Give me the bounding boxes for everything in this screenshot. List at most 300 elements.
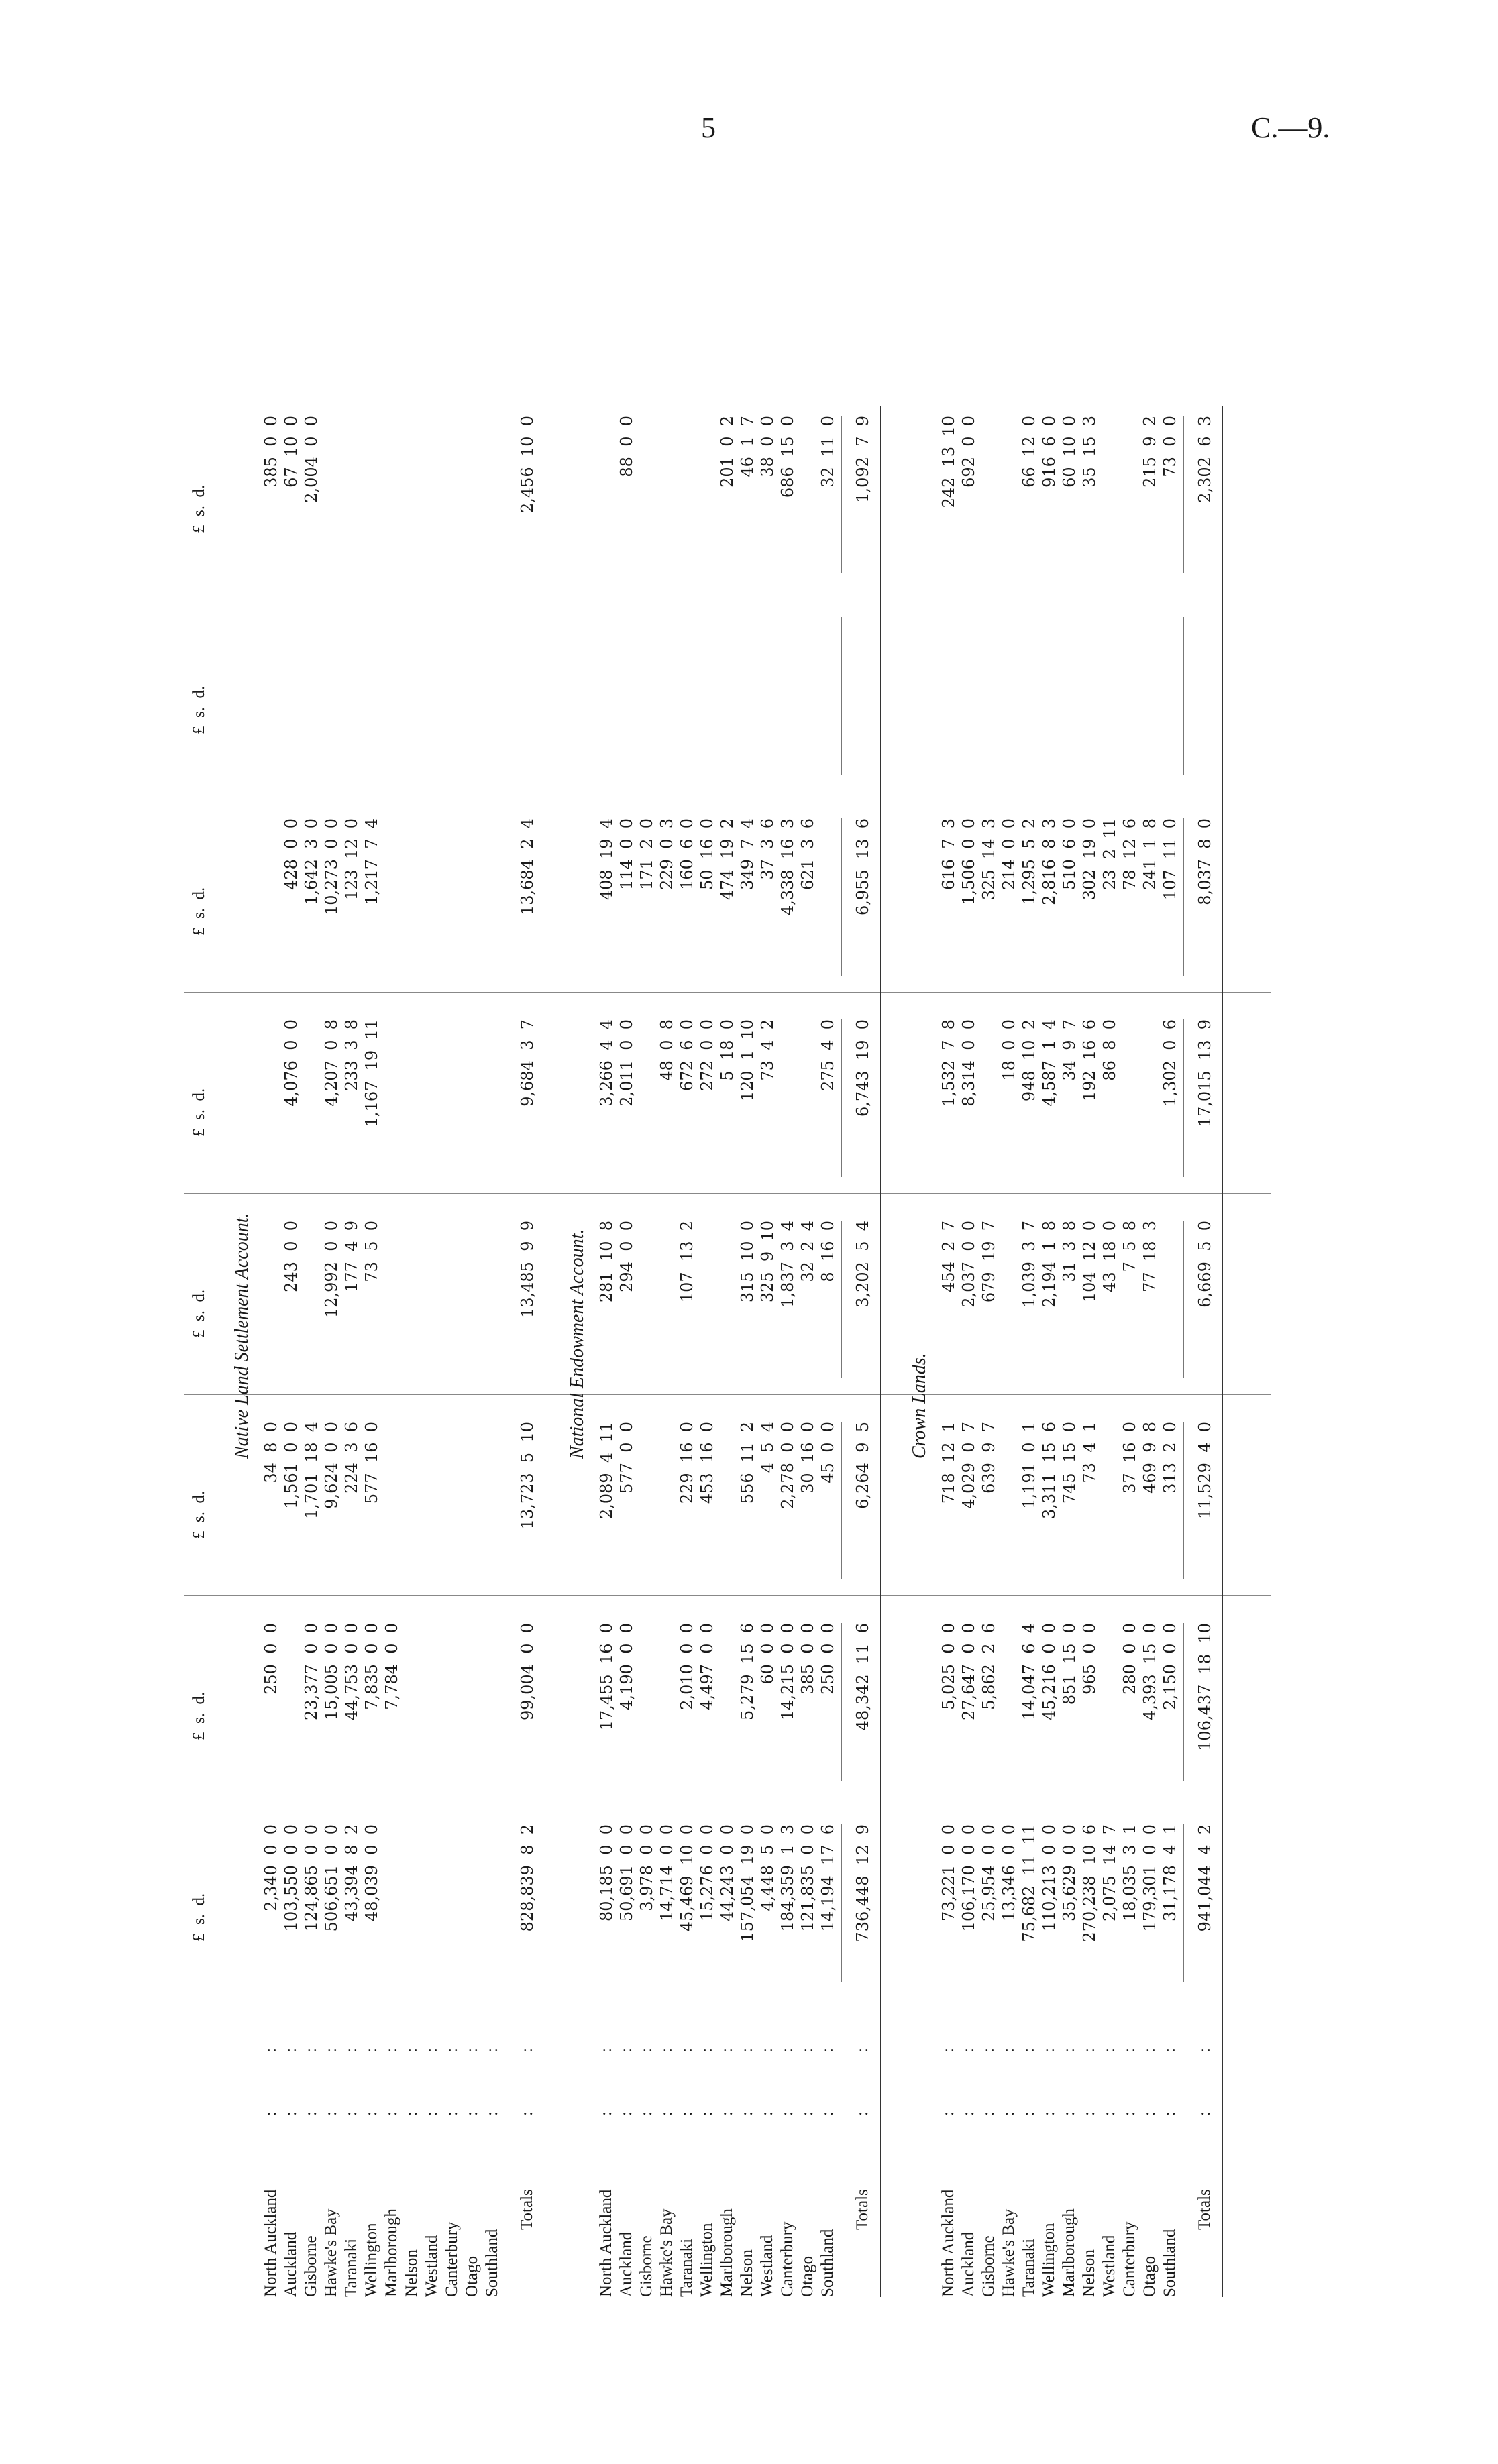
sum-rule [841,818,842,976]
amount-cell: 2,089 4 11 [597,1422,616,1520]
amount-cell: 1,642 3 0 [302,818,321,905]
amount-cell: 179,301 0 0 [1140,1824,1159,1932]
amount-cell: 2,194 1 8 [1040,1221,1059,1308]
amount-cell: 32 11 0 [818,416,837,488]
amount-cell: 106,437 18 10 [1195,1623,1214,1751]
amount-cell: 177 4 9 [342,1221,361,1292]
table-row [463,151,483,2297]
amount-cell: 18 0 0 [1000,1019,1018,1081]
amount-cell: 736,448 12 9 [853,1824,872,1942]
amount-cell: 45,469 10 0 [678,1824,696,1932]
sum-rule [841,1824,842,1982]
amount-cell: 4 5 4 [758,1422,777,1473]
amount-cell: 828,839 8 2 [518,1824,537,1932]
leader-dots: : [597,2110,615,2116]
district-name: Nelson [1080,2249,1098,2297]
amount-cell: 692 0 0 [959,416,978,488]
amount-cell: 7,784 0 0 [382,1623,401,1710]
amount-cell: 302 19 0 [1080,818,1099,901]
district-name: Westland [1100,2235,1118,2297]
leader-dots: : [322,2110,340,2116]
leader-dots: : [423,2046,441,2052]
amount-cell: 510 6 0 [1060,818,1079,890]
amount-cell: 2,340 0 0 [262,1824,280,1911]
amount-cell: 408 19 4 [597,818,616,901]
leader-dots: : [1161,2110,1179,2116]
table-row [483,151,503,2297]
amount-cell: 281 10 8 [597,1221,616,1303]
amount-cell: 14,047 6 4 [1020,1623,1038,1721]
amount-cell: 2,150 0 0 [1161,1623,1179,1710]
table-row [698,151,718,2297]
amount-cell: 35 15 3 [1080,416,1099,488]
amount-cell: 916 6 0 [1040,416,1059,488]
amount-cell: 242 13 10 [939,416,958,508]
district-name: Gisborne [637,2235,655,2297]
sum-rule [841,1623,842,1781]
amount-cell: 941,044 4 2 [1195,1824,1214,1932]
district-name: Otago [463,2255,481,2297]
leader-dots: : [1120,2110,1138,2116]
table-row [302,151,322,2297]
table-row [718,151,738,2297]
amount-cell: 6,669 5 0 [1195,1221,1214,1308]
table-row [979,151,1000,2297]
amount-cell: 1,837 3 4 [778,1221,797,1308]
leader-dots: : [342,2110,360,2116]
district-name: Auckland [617,2231,635,2297]
amount-cell: 4,076 0 0 [282,1019,301,1107]
amount-cell: 31 3 8 [1060,1221,1079,1282]
leader-dots: : [1100,2110,1118,2116]
amount-cell: 27,647 0 0 [959,1623,978,1721]
amount-cell: 4,207 0 8 [322,1019,341,1107]
leader-dots: : [443,2110,461,2116]
leader-dots: : [979,2110,998,2116]
table-row [1000,151,1020,2297]
leader-dots: : [778,2046,796,2052]
amount-cell: 948 10 2 [1020,1019,1038,1102]
leader-dots: : [1020,2046,1038,2052]
amount-cell: 1,191 0 1 [1020,1422,1038,1509]
amount-cell: 9,624 0 0 [322,1422,341,1509]
leader-dots: : [518,2110,536,2116]
amount-cell: 9,684 3 7 [518,1019,537,1107]
column-heading: £ s. d. [190,1289,208,1338]
leader-dots: : [403,2110,421,2116]
amount-cell: 15,005 0 0 [322,1623,341,1721]
section-title: Crown Lands. [909,1353,930,1459]
leader-dots: : [483,2110,501,2116]
amount-cell: 270,238 10 6 [1080,1824,1099,1942]
amount-cell: 679 19 7 [979,1221,998,1303]
document-reference: C.—9. [1251,111,1330,144]
amount-cell: 18,035 3 1 [1120,1824,1139,1922]
amount-cell: 250 0 0 [262,1623,280,1695]
totals-label: Totals [853,2189,871,2230]
leader-dots: : [483,2046,501,2052]
leader-dots: : [939,2046,957,2052]
leader-dots: : [979,2046,998,2052]
leader-dots: : [617,2046,635,2052]
amount-cell: 73 4 2 [758,1019,777,1081]
amount-cell: 7 5 8 [1120,1221,1139,1272]
leader-dots: : [1140,2046,1159,2052]
leader-dots: : [282,2110,300,2116]
leader-dots: : [657,2110,676,2116]
district-name: Otago [798,2255,816,2297]
amount-cell: 474 19 2 [718,818,737,901]
amount-cell: 31,178 4 1 [1161,1824,1179,1922]
district-name: Auckland [282,2231,300,2297]
section-title: Native Land Settlement Account. [231,1213,252,1459]
leader-dots: : [423,2110,441,2116]
amount-cell: 349 7 4 [738,818,757,890]
table-row [282,151,302,2297]
leader-dots: : [778,2110,796,2116]
leader-dots: : [302,2046,320,2052]
leader-dots: : [1020,2110,1038,2116]
leader-dots: : [382,2046,400,2052]
leader-dots: : [698,2046,716,2052]
amount-cell: 201 0 2 [718,416,737,488]
leader-dots: : [362,2110,380,2116]
amount-cell: 48,342 11 6 [853,1623,872,1731]
leader-dots: : [302,2110,320,2116]
amount-cell: 45 0 0 [818,1422,837,1483]
amount-cell: 12,992 0 0 [322,1221,341,1319]
amount-cell: 66 12 0 [1020,416,1038,488]
amount-cell: 73,221 0 0 [939,1824,958,1922]
district-name: Marlborough [718,2208,736,2297]
leader-dots: : [853,2046,871,2052]
amount-cell: 107 11 0 [1161,818,1179,901]
leader-dots: : [959,2110,977,2116]
amount-cell: 23,377 0 0 [302,1623,321,1721]
amount-cell: 75,682 11 11 [1020,1824,1038,1942]
sum-rule [1183,1824,1184,1982]
sum-rule [1183,1019,1184,1177]
leader-dots: : [1040,2110,1058,2116]
section-title: National Endowment Account. [567,1229,588,1459]
table-row [403,151,423,2297]
table-row [597,151,617,2297]
district-name: Wellington [1040,2223,1058,2297]
district-name: Southland [1161,2229,1179,2297]
amount-cell: 114 0 0 [617,818,636,890]
amount-cell: 5,025 0 0 [939,1623,958,1710]
leader-dots: : [1100,2046,1118,2052]
table-row [818,151,839,2297]
sum-rule [1183,1221,1184,1378]
leader-dots: : [1000,2110,1018,2116]
district-name: Gisborne [302,2235,320,2297]
amount-cell: 60 0 0 [758,1623,777,1685]
leader-dots: : [853,2110,871,2116]
amount-cell: 4,393 15 0 [1140,1623,1159,1721]
amount-cell: 78 12 6 [1120,818,1139,890]
amount-cell: 2,278 0 0 [778,1422,797,1509]
leader-dots: : [1140,2110,1159,2116]
table-row [382,151,403,2297]
amount-cell: 121,835 0 0 [798,1824,817,1932]
amount-cell: 14,714 0 0 [657,1824,676,1922]
amount-cell: 577 16 0 [362,1422,381,1504]
section-rule [1222,406,1223,2297]
leader-dots: : [1040,2046,1058,2052]
amount-cell: 5,279 15 6 [738,1623,757,1721]
amount-cell: 5 18 0 [718,1019,737,1081]
column-heading: £ s. d. [190,1893,208,1942]
amount-cell: 1,302 0 6 [1161,1019,1179,1107]
amount-cell: 3,311 15 6 [1040,1422,1059,1520]
amount-cell: 385 0 0 [262,416,280,488]
table-row [758,151,778,2297]
leader-dots: : [463,2110,481,2116]
amount-cell: 275 4 0 [818,1019,837,1091]
totals-label: Totals [1195,2189,1214,2230]
amount-cell: 1,506 0 0 [959,818,978,905]
district-name: Hawke's Bay [657,2208,676,2297]
amount-cell: 171 2 0 [637,818,656,890]
leader-dots: : [518,2046,536,2052]
sum-rule [1183,818,1184,976]
amount-cell: 325 14 3 [979,818,998,901]
amount-cell: 250 0 0 [818,1623,837,1695]
sum-rule [841,1221,842,1378]
amount-cell: 577 0 0 [617,1422,636,1494]
amount-cell: 1,167 19 11 [362,1019,381,1127]
leader-dots: : [637,2046,655,2052]
totals-label: Totals [518,2189,536,2230]
district-name: Southland [818,2229,837,2297]
column-heading: £ s. d. [190,887,208,936]
amount-cell: 48 0 8 [657,1019,676,1081]
amount-cell: 17,455 16 0 [597,1623,616,1731]
table-row [262,151,282,2297]
amount-cell: 1,039 3 7 [1020,1221,1038,1308]
amount-cell: 6,955 13 6 [853,818,872,916]
amount-cell: 2,010 0 0 [678,1623,696,1710]
amount-cell: 37 3 6 [758,818,777,880]
table-row [798,151,818,2297]
amount-cell: 73 5 0 [362,1221,381,1282]
leader-dots: : [738,2110,756,2116]
district-name: Westland [758,2235,776,2297]
leader-dots: : [322,2046,340,2052]
amount-cell: 2,302 6 3 [1195,416,1214,503]
amount-cell: 44,753 0 0 [342,1623,361,1721]
amount-cell: 272 0 0 [698,1019,716,1091]
amount-cell: 313 2 0 [1161,1422,1179,1494]
leader-dots: : [678,2110,696,2116]
amount-cell: 3,266 4 4 [597,1019,616,1107]
column-headings [184,151,211,2297]
amount-cell: 107 13 2 [678,1221,696,1303]
table-row [637,151,657,2297]
leader-dots: : [818,2046,837,2052]
amount-cell: 4,338 16 3 [778,818,797,916]
district-name: Nelson [738,2249,756,2297]
leader-dots: : [262,2046,280,2052]
table-row [322,151,342,2297]
sum-rule [1183,1623,1184,1781]
amount-cell: 15,276 0 0 [698,1824,716,1922]
amount-cell: 37 16 0 [1120,1422,1139,1494]
amount-cell: 718 12 1 [939,1422,958,1504]
leader-dots: : [758,2110,776,2116]
sum-rule [1183,1422,1184,1579]
district-name: North Auckland [597,2189,615,2297]
amount-cell: 14,215 0 0 [778,1623,797,1721]
amount-cell: 77 18 3 [1140,1221,1159,1292]
amount-cell: 469 9 8 [1140,1422,1159,1494]
table-row [1161,151,1181,2297]
leader-dots: : [798,2110,816,2116]
amount-cell: 6,264 9 5 [853,1422,872,1509]
amount-cell: 453 16 0 [698,1422,716,1504]
district-name: Canterbury [778,2221,796,2297]
district-name: North Auckland [939,2189,957,2297]
amount-cell: 454 2 7 [939,1221,958,1292]
column-heading: £ s. d. [190,484,208,533]
table-row [423,151,443,2297]
totals-row [1195,151,1216,2297]
amount-cell: 23 2 11 [1100,818,1119,890]
leader-dots: : [362,2046,380,2052]
totals-row [853,151,873,2297]
column-heading: £ s. d. [190,1691,208,1740]
leader-dots: : [617,2110,635,2116]
amount-cell: 38 0 0 [758,416,777,478]
table-row [617,151,637,2297]
leader-dots: : [1195,2110,1214,2116]
district-name: Otago [1140,2255,1159,2297]
amount-cell: 103,550 0 0 [282,1824,301,1932]
amount-cell: 851 15 0 [1060,1623,1079,1705]
table-row [959,151,979,2297]
amount-cell: 25,954 0 0 [979,1824,998,1922]
amount-cell: 80,185 0 0 [597,1824,616,1922]
amount-cell: 34 8 0 [262,1422,280,1483]
district-name: North Auckland [262,2189,280,2297]
leader-dots: : [282,2046,300,2052]
amount-cell: 13,684 2 4 [518,818,537,916]
amount-cell: 1,217 7 4 [362,818,381,905]
table-row [939,151,959,2297]
amount-cell: 215 9 2 [1140,416,1159,488]
amount-cell: 8,037 8 0 [1195,818,1214,905]
sum-rule [1183,617,1184,775]
leader-dots: : [1161,2046,1179,2052]
amount-cell: 4,029 0 7 [959,1422,978,1509]
amount-cell: 229 0 3 [657,818,676,890]
table-row [1140,151,1161,2297]
district-name: Taranaki [342,2238,360,2297]
amount-cell: 214 0 0 [1000,818,1018,890]
amount-cell: 13,723 5 10 [518,1422,537,1530]
leader-dots: : [718,2046,736,2052]
amount-cell: 4,190 0 0 [617,1623,636,1710]
amount-cell: 43,394 8 2 [342,1824,361,1922]
amount-cell: 1,532 7 8 [939,1019,958,1107]
amount-cell: 73 4 1 [1080,1422,1099,1483]
amount-cell: 385 0 0 [798,1623,817,1695]
amount-cell: 965 0 0 [1080,1623,1099,1695]
district-name: Wellington [362,2223,380,2297]
amount-cell: 14,194 17 6 [818,1824,837,1932]
amount-cell: 325 9 10 [758,1221,777,1303]
leader-dots: : [818,2110,837,2116]
amount-cell: 35,629 0 0 [1060,1824,1079,1922]
amount-cell: 45,216 0 0 [1040,1623,1059,1721]
leader-dots: : [1195,2046,1214,2052]
leader-dots: : [758,2046,776,2052]
leader-dots: : [738,2046,756,2052]
amount-cell: 616 7 3 [939,818,958,890]
table-row [657,151,678,2297]
sum-rule [841,617,842,775]
sum-rule [841,416,842,573]
amount-cell: 506,651 0 0 [322,1824,341,1932]
amount-cell: 1,561 0 0 [282,1422,301,1509]
amount-cell: 44,243 0 0 [718,1824,737,1922]
table-row [778,151,798,2297]
amount-cell: 123 12 0 [342,818,361,901]
amount-cell: 1,295 5 2 [1020,818,1038,905]
table-row [1120,151,1140,2297]
table-row [678,151,698,2297]
amount-cell: 2,816 8 3 [1040,818,1059,905]
amount-cell: 88 0 0 [617,416,636,478]
table-row [443,151,463,2297]
amount-cell: 280 0 0 [1120,1623,1139,1695]
amount-cell: 60 10 0 [1060,416,1079,488]
leader-dots: : [939,2110,957,2116]
column-heading: £ s. d. [190,1490,208,1539]
amount-cell: 233 3 8 [342,1019,361,1091]
amount-cell: 4,587 1 4 [1040,1019,1059,1107]
district-name: Gisborne [979,2235,998,2297]
district-name: Nelson [403,2249,421,2297]
amount-cell: 104 12 0 [1080,1221,1099,1303]
amount-cell: 686 15 0 [778,416,797,498]
sum-rule [1183,416,1184,573]
sum-rule [841,1422,842,1579]
amount-cell: 50,691 0 0 [617,1824,636,1922]
district-name: Marlborough [1060,2208,1078,2297]
leader-dots: : [698,2110,716,2116]
column-heading: £ s. d. [190,685,208,734]
table-row [1040,151,1060,2297]
district-name: Wellington [698,2223,716,2297]
table-row [1080,151,1100,2297]
district-name: Auckland [959,2231,977,2297]
amount-cell: 160 6 0 [678,818,696,890]
amount-cell: 120 1 10 [738,1019,757,1102]
leader-dots: : [443,2046,461,2052]
district-name: Taranaki [678,2238,696,2297]
amount-cell: 224 3 6 [342,1422,361,1494]
district-name: Canterbury [443,2221,461,2297]
table-row [342,151,362,2297]
table-row [1060,151,1080,2297]
amount-cell: 73 0 0 [1161,416,1179,478]
leader-dots: : [1120,2046,1138,2052]
amount-cell: 4,497 0 0 [698,1623,716,1710]
leader-dots: : [403,2046,421,2052]
amount-cell: 672 6 0 [678,1019,696,1091]
